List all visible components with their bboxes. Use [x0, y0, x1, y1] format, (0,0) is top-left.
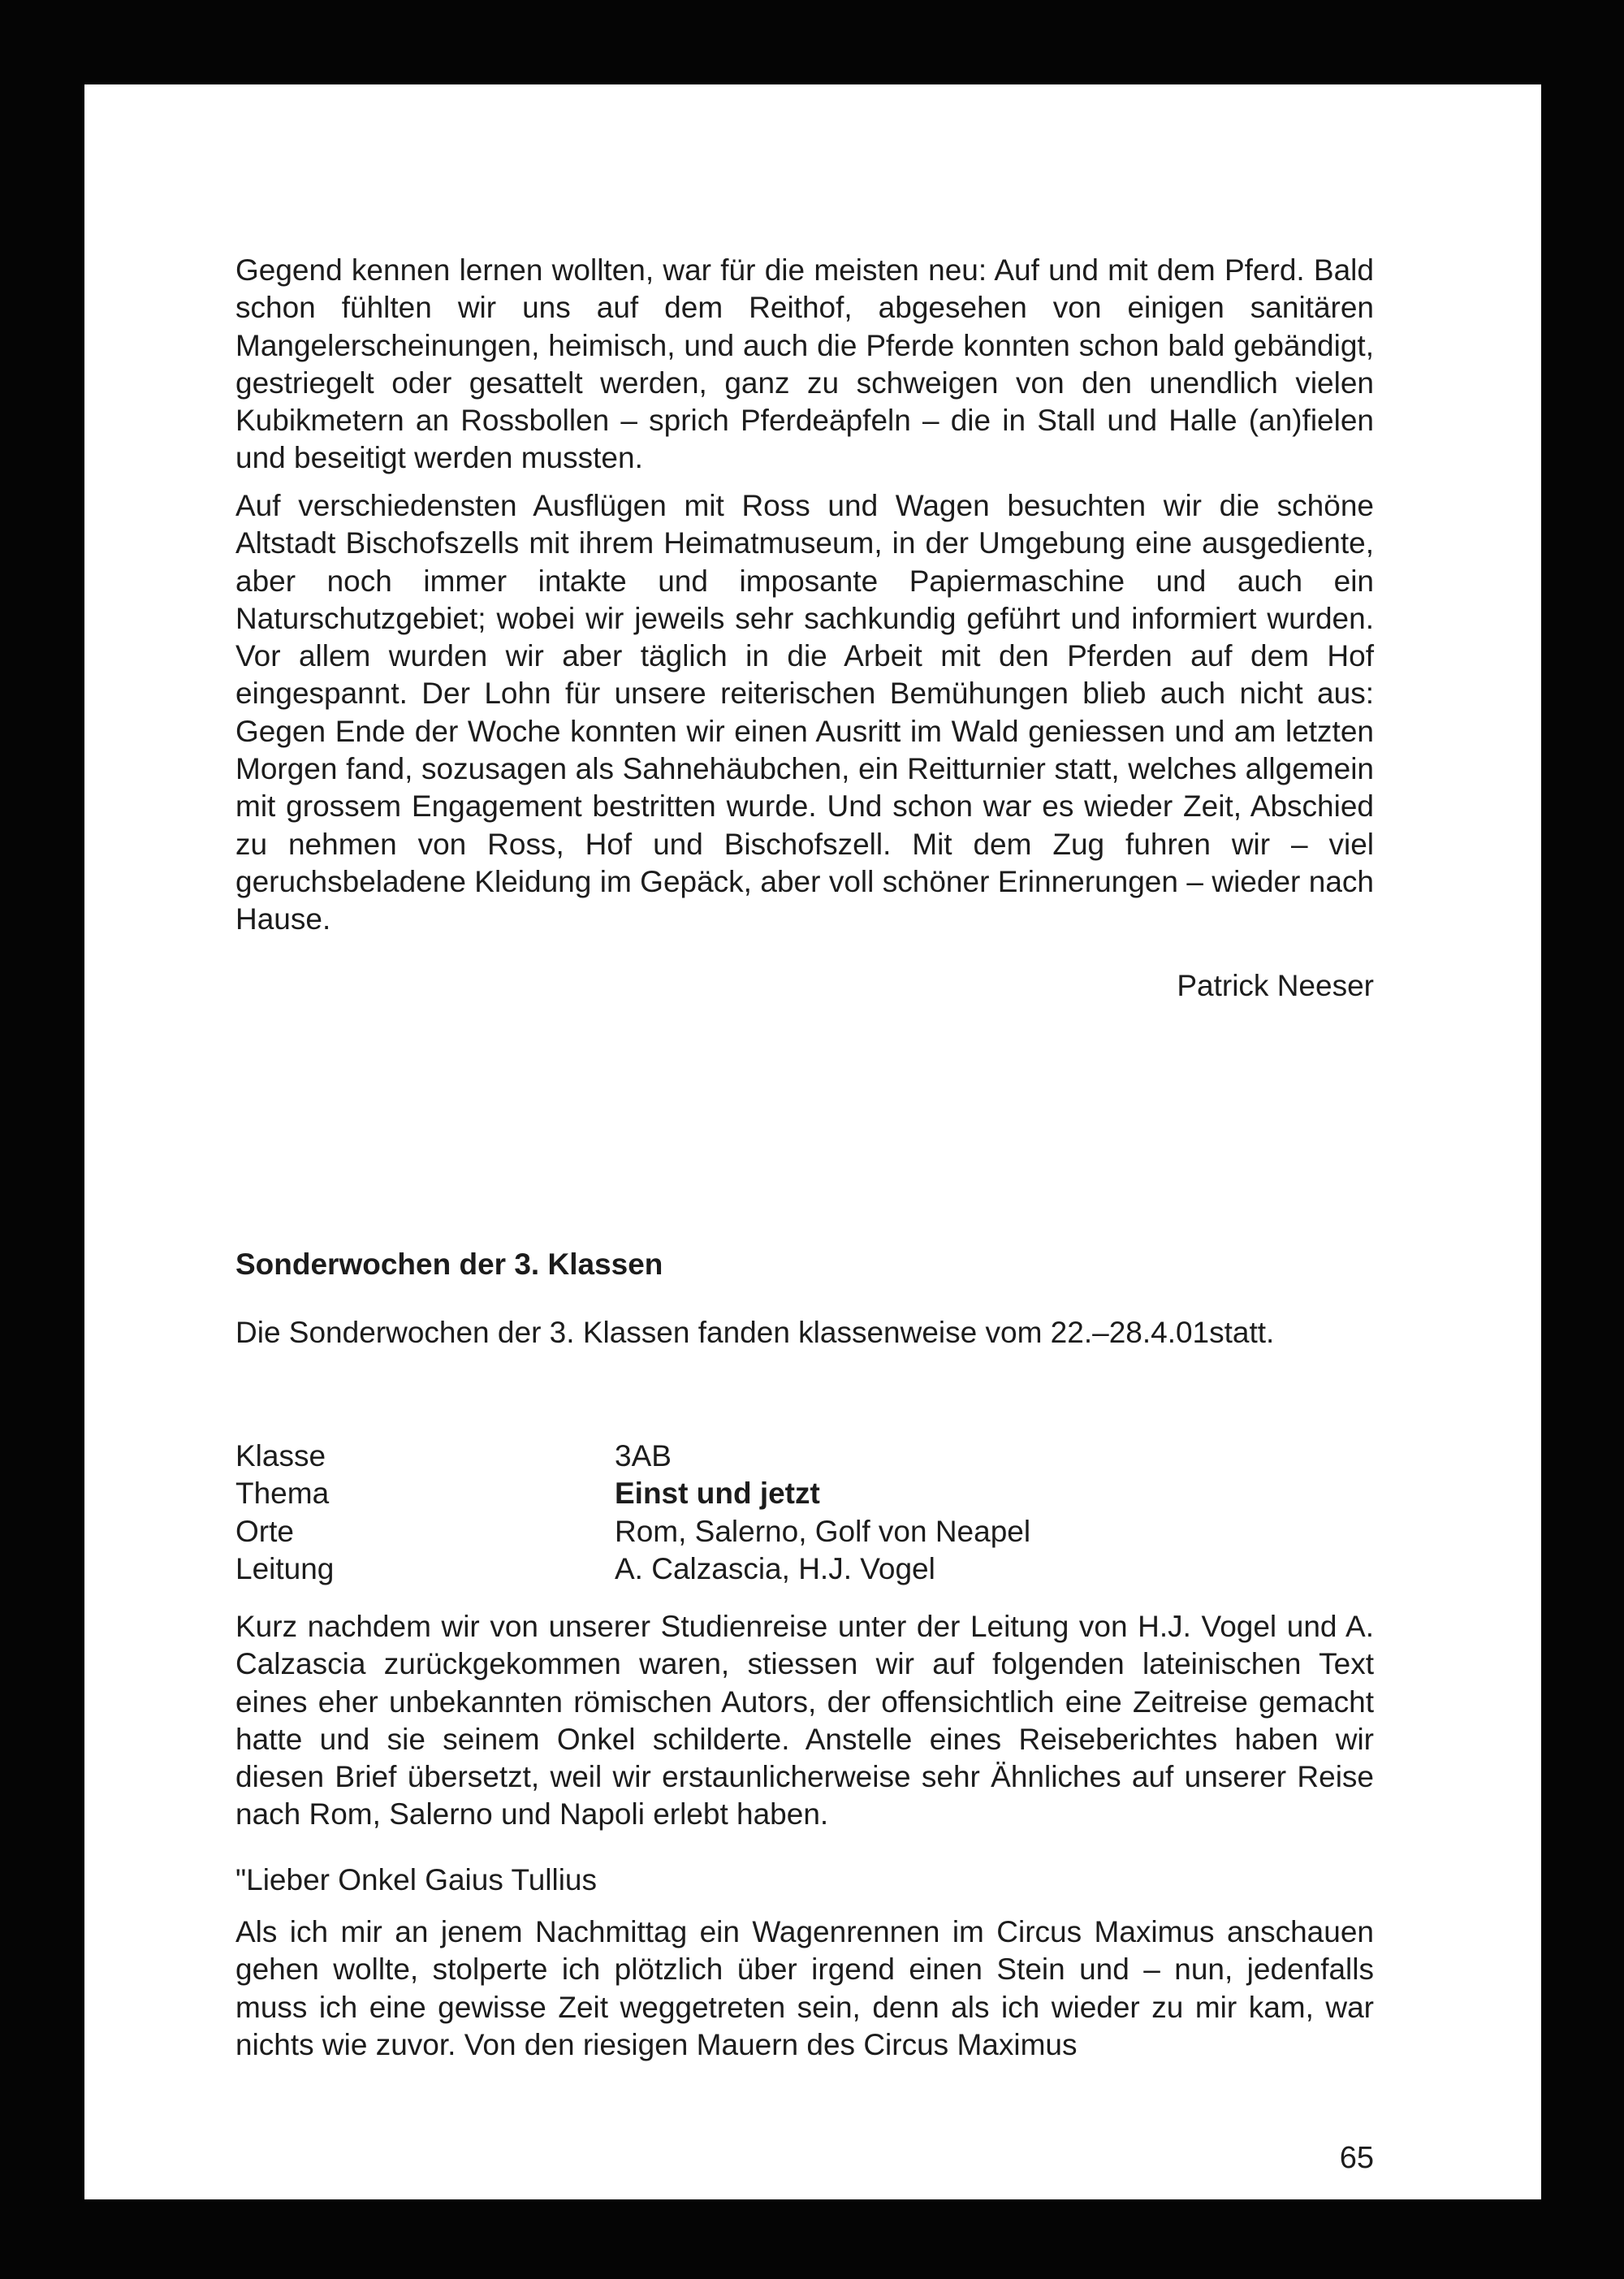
- info-row-thema: [235, 1475, 1374, 1512]
- info-key: Leitung: [235, 1551, 335, 1585]
- page-number: 65: [1339, 2141, 1374, 2175]
- info-key: Orte: [235, 1514, 294, 1548]
- info-value: 3AB: [615, 1439, 672, 1472]
- section-heading: Sonderwochen der 3. Klassen: [235, 1248, 663, 1281]
- info-row-klasse: [235, 1438, 1374, 1475]
- info-key: Thema: [235, 1477, 330, 1511]
- info-value: Einst und jetzt: [615, 1477, 820, 1511]
- letter-paragraph-1: Als ich mir an jenem Nachmittag ein Wagenrennen im Circus Maximus anschauen gehen wollte, stolperte ich plötzlich über irgend einen Stein und – nun, jedenfalls muss ich eine gewisse Zeit weggetreten sein, denn als ich wieder zu mir kam, war nichts wie zuvor. Von den riesigen Mauern des Circus Maximus: [235, 1915, 1374, 2061]
- info-value: Rom, Salerno, Golf von Neapel: [615, 1514, 1031, 1548]
- info-key: Klasse: [235, 1439, 326, 1472]
- info-value: A. Calzascia, H.J. Vogel: [615, 1551, 935, 1585]
- article1-paragraph-2: Auf verschiedensten Ausflügen mit Ross und Wagen besuchten wir die schöne Altstadt Bischofszells mit ihrem Heimatmuseum, in der Umgebung eine ausgediente, aber noch immer intakte und imposante Papiermaschine und auch ein Naturschutzgebiet; wobei wir jeweils sehr sachkundig geführt und informiert wurden. Vor allem wurden wir aber täglich in die Arbeit mit den Pferden auf dem Hof eingespannt. Der Lohn für unsere reiterischen Bemühungen blieb auch nicht aus: Gegen Ende der Woche konnten wir einen Ausritt im Wald geniessen und am letzten Morgen fand, sozusagen als Sahnehäubchen, ein Reitturnier statt, welches allgemein mit grossem Engagement bestritten wurde. Und schon war es wieder Zeit, Abschied zu nehmen von Ross, Hof und Bischofszell. Mit dem Zug fuhren wir – viel geruchsbeladene Kleidung im Gepäck, aber voll schöner Erinnerungen – wieder nach Hause.: [235, 489, 1374, 936]
- article2-paragraph-1: Kurz nachdem wir von unserer Studienreise unter der Leitung von H.J. Vogel und A. Calzascia zurückgekommen waren, stiessen wir auf folgenden lateinischen Text eines eher unbekannten römischen Autors, der offensichtlich eine Zeitreise gemacht hatte und sie seinem Onkel schilderte. Anstelle eines Reiseberichtes haben wir diesen Brief übersetzt, weil wir erstaunlicherweise sehr Ähnliches auf unserer Reise nach Rom, Salerno und Napoli erlebt haben.: [235, 1610, 1374, 1831]
- info-row-leitung: [235, 1550, 1374, 1588]
- letter-salutation: "Lieber Onkel Gaius Tullius: [235, 1863, 598, 1896]
- info-table: [235, 1438, 1374, 1588]
- document-page: [84, 84, 1541, 2199]
- section-intro: Die Sonderwochen der 3. Klassen fanden klassenweise vom 22.–28.4.01statt.: [235, 1316, 1275, 1349]
- info-row-orte: [235, 1513, 1374, 1550]
- author-signature: Patrick Neeser: [1177, 969, 1374, 1002]
- article1-paragraph-1: Gegend kennen lernen wollten, war für die meisten neu: Auf und mit dem Pferd. Bald schon fühlten wir uns auf dem Reithof, abgesehen von einigen sanitären Mangelerscheinungen, heimisch, und auch die Pferde konnten schon bald gebändigt, gestriegelt oder gesattelt werden, ganz zu schweigen von den unendlich vielen Kubikmetern an Rossbollen – sprich Pferdeäpfeln – die in Stall und Halle (an)fielen und beseitigt werden mussten.: [235, 253, 1374, 475]
